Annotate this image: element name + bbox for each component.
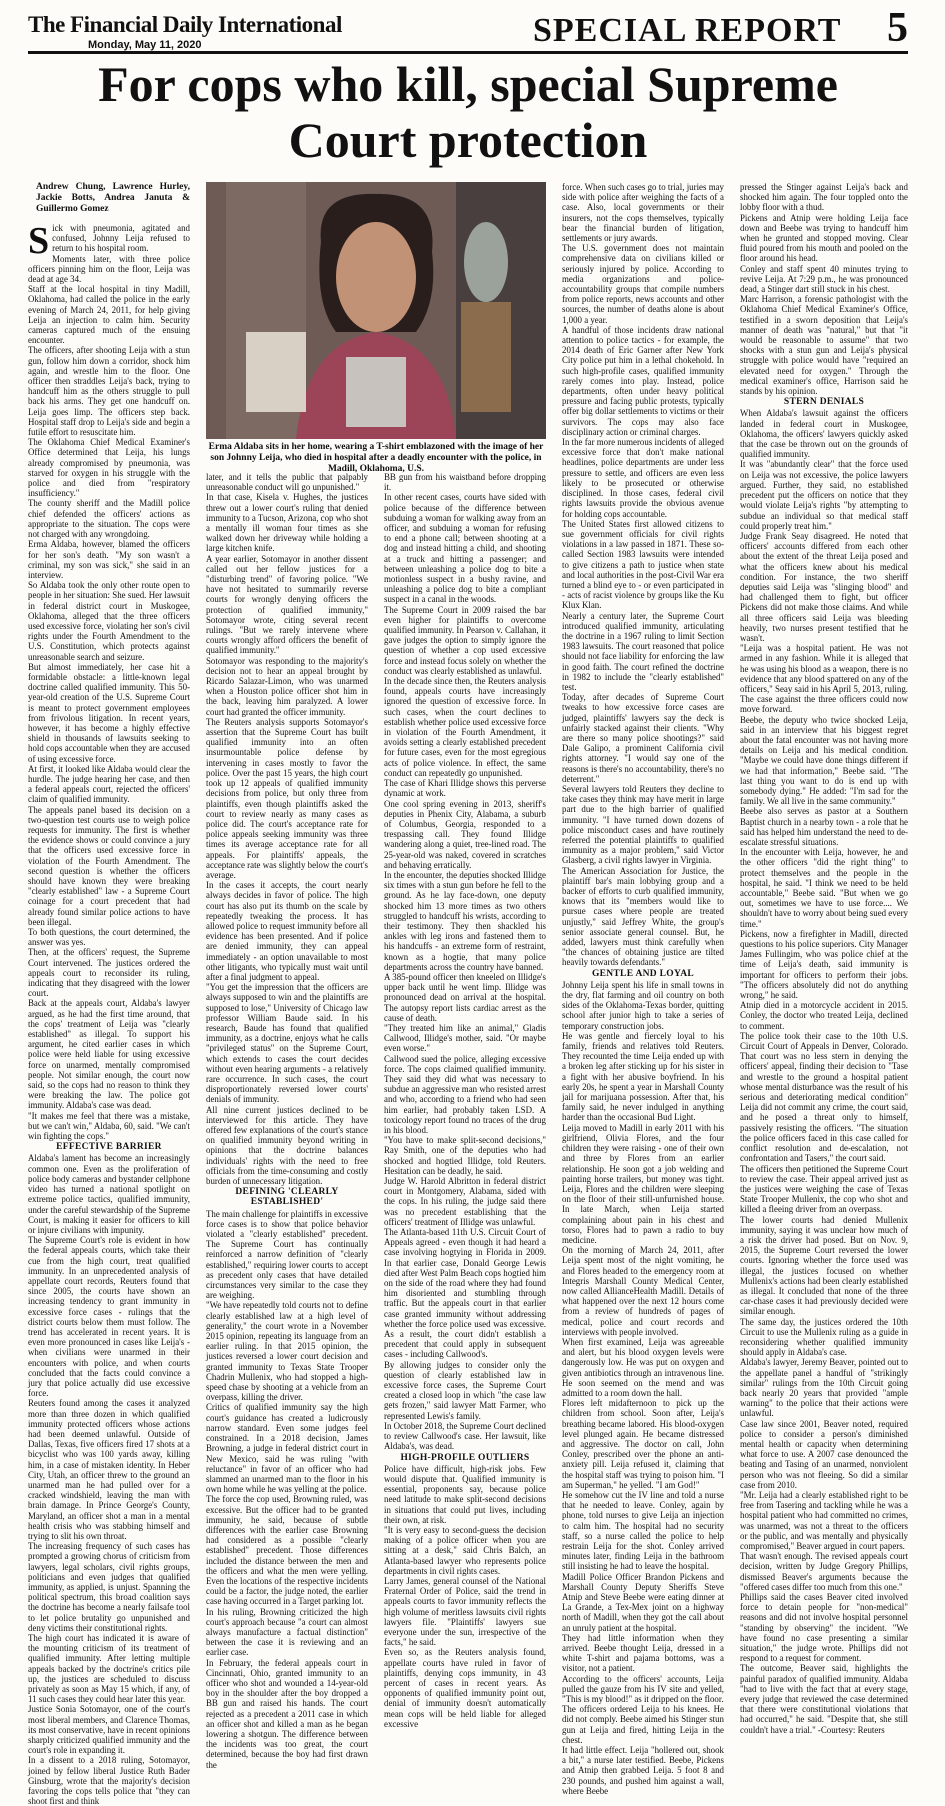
column-5 [740, 182, 908, 1735]
paragraph: BB gun from his waistband before dropping it. [384, 472, 546, 493]
paragraph: force. When such cases go to trial, juries may side with police after weighing the facts of a case. Also, local governments or their insurers, not the cops themselves, typically bear the financial burden of litigation, settlements or jury awards. [562, 182, 724, 244]
column-3-text [384, 472, 546, 1452]
paragraph: The officers, after shooting Leija with a stun gun, follow him down a corridor, shock him again, and wrestle him to the floor. One officer then straddles Leija's back, trying to handcuff him as the others struggle to pull back his arms. They get one handcuff on. Leija goes limp. The officers step back. Hospital staff drop to Leija's side and begin a futile effort to resuscitate him. [28, 345, 190, 438]
paragraph: Johnny Leija spent his life in small towns in the dry, flat farming and oil country on both sides of the Oklahoma-Texas border, quitting school after junior high to take a series of temporary construction jobs. [562, 979, 724, 1031]
paragraph: "It makes me feel that there was a mistake, but we can't win," Aldaba, 60, said. "We can't win fighting the cops." [28, 1110, 190, 1142]
paragraph: In the encounter, the deputies shocked Illidge six times with a stun gun before he fell to the ground. As he lay face-down, one deputy shocked him 13 more times as two others struggled to handcuff his wrists, according to their testimony. They then shackled his ankles with leg irons and fastened them to his handcuffs - an extreme form of restraint, known as a hogtie, that many police departments across the country have banned. [384, 869, 546, 972]
paragraph: One cool spring evening in 2013, sheriff's deputies in Phenix City, Alabama, a suburb of Columbus, Georgia, responded to a trespassing call. They found Illidge wandering along a quiet, tree-lined road. The 25-year-old was naked, covered in scratches and behaving erratically. [384, 798, 546, 870]
paragraph: In other recent cases, courts have sided with police because of the difference between subduing a woman for walking away from an officer, and subduing a woman for refusing to end a phone call; between shooting at a dog and instead hitting a child, and shooting at a truck and hitting a passenger; and between unleashing a police dog to bite a motionless suspect in a bushy ravine, and unleashing a police dog to bite a compliant suspect in a canal in the woods. [384, 492, 546, 605]
paragraph: Today, after decades of Supreme Court tweaks to how excessive force cases are judged, plaintiffs' lawyers say the deck is unfairly stacked against their clients. "Why are there so many police shootings?" said Dale Galipo, a prominent California civil rights attorney. "I would say one of the reasons is there's no accountability, there's no deterrent." [562, 692, 724, 784]
paragraph: The police took their case to the 10th U.S. Circuit Court of Appeals in Denver, Colorado. That court was no less stern in denying the officers' appeal, finding their decision to "Tase and wrestle to the ground a hospital patient whose mental disturbance was the result of his serious and deteriorating medical condition" Leija did not commit any crime, the court said, and he posed a threat only to himself, passively resisting the officers. "The situation the police officers faced in this case called for conflict resolution and de-escalation, not confrontation and Tasers," the court said. [740, 1030, 908, 1164]
paragraph: All nine current justices declined to be interviewed for this article. They have offered few explanations of the court's stance on qualified immunity beyond writing in opinions that the doctrine balances individuals' rights with the need to free officials from the time-consuming and costly burden of unnecessary litigation. [206, 1104, 368, 1187]
header-rule [28, 51, 908, 54]
paragraph: He somehow cut the IV line and told a nurse that he needed to leave. Conley, again by phone, told nurses to give Leija an injection to calm him. The hospital had no security staff, so a nurse called the police to help restrain Leija for the shot. Conley arrived minutes later, finding Leija in the bathroom still insisting he had to leave the hospital. [562, 1490, 724, 1572]
paragraph: The case of Khari Illidge shows this perverse dynamic at work. [384, 778, 546, 799]
paragraph: later, and it tells the public that palpably unreasonable conduct will go unpunished." [206, 472, 368, 493]
photo-caption: Erma Aldaba sits in her home, wearing a T-shirt emblazoned with the image of her son Johnny Leija, who died in hospital after a deadly encounter with the police, in Madill, Oklahoma, U.S. [208, 442, 544, 474]
paragraph: Conley and staff spent 40 minutes trying to revive Leija. At 7:29 p.m., he was pronounced dead, a Stinger dart still stuck in his chest. [740, 263, 908, 295]
paragraph: Back at the appeals court, Aldaba's lawyer argued, as he had the first time around, that the cops' treatment of Leija was "clearly established" as illegal. To support his argument, he cited earlier cases in which police were held liable for using excessive force on unarmed, mentally compromised people. Not similar enough, the court now said, so the cops had no reason to think they were breaking the law. The police got immunity. Aldaba's case was dead. [28, 998, 190, 1111]
paragraph: The same day, the justices ordered the 10th Circuit to use the Mullenix ruling as a guide in reconsidering whether qualified immunity should apply in Aldaba's case. [740, 1316, 908, 1358]
paragraph: "Leija was a hospital patient. He was not armed in any fashion. While it is alleged that he was using his blood as a weapon, there is no evidence that any blood spattered on any of the officers," Seay said in his April 5, 2013, ruling. The case against the three officers could now move forward. [740, 643, 908, 715]
paragraph: In October 2018, the Supreme Court declined to review Callwood's case. Her lawsuit, like Aldaba's, was dead. [384, 1420, 546, 1452]
column-4 [562, 182, 724, 1796]
paragraph: Leija moved to Madill in early 2011 with his girlfriend, Olivia Flores, and the four children they were raising - one of their own and three by Flores from an earlier relationship. He soon got a job welding and painting horse trailers, but money was tight. Leija, Flores and the children were sleeping on the floor of their still-unfurnished house. In late March, when Leija started complaining about pain in his chest and torso, Flores had to pawn a radio to buy medicine. [562, 1122, 724, 1245]
column-3-text-b [384, 1464, 546, 1729]
paragraph: When first examined, Leija was agreeable and alert, but his blood oxygen levels were dangerously low. He was put on oxygen and given antibiotics through an intravenous line. He soon seemed on the mend and was admitted to a room down the hall. [562, 1336, 724, 1398]
paragraph: By allowing judges to consider only the question of clearly established law in excessive force cases, the Supreme Court created a closed loop in which "the case law gets frozen," said lawyer Matt Farmer, who represented Lewis's family. [384, 1359, 546, 1421]
paragraph: "They treated him like an animal," Gladis Callwood, Illidge's mother, said. "Or maybe even worse." [384, 1022, 546, 1054]
lead-paragraph [28, 220, 190, 262]
paragraph: The Oklahoma Chief Medical Examiner's Office determined that Leija, his lungs already compromised by pneumonia, was starved for oxygen in his struggle with the police and died from "respiratory insufficiency." [28, 437, 190, 499]
lead-text: ick with pneumonia, agitated and confused, Johnny Leija refused to return to his hospital room. [52, 223, 190, 254]
paragraph: Even so, as the Reuters analysis found, appellate courts have ruled in favor of plaintiffs, denying cops immunity, in 43 percent of cases in recent years. As opponents of qualified immunity point out, denial of immunity doesn't automatically mean cops will be held liable for alleged excessive [384, 1647, 546, 1729]
paragraph: Police have difficult, high-risk jobs. Few would dispute that. Qualified immunity is essential, proponents say, because police need latitude to make split-second decisions in situations that could put lives, including their own, at risk. [384, 1463, 546, 1525]
article-photo [206, 182, 546, 439]
issue-date: Monday, May 11, 2020 [88, 39, 202, 51]
paragraph: Judge Frank Seay disagreed. He noted that officers' accounts differed from each other about the extent of the threat Leija posed and what the officers knew about his medical condition. For instance, the two sheriff deputies said Leija was "slinging blood" and had challenged them to fight, but officer Pickens did not make those claims. And while all three officers said Leija was bleeding heavily, two nurses present testified that he wasn't. [740, 530, 908, 643]
column-2 [206, 472, 368, 1770]
paragraph: Marc Harrison, a forensic pathologist with the Oklahoma Chief Medical Examiner's Office, testified in a sworn deposition that Leija's manner of death was "natural," but that "it would be reasonable to assume" that two shocks with a stun gun and Leija's physical struggle with police would have "required an elevated need for oxygen." Through the medical examiner's office, Harrison said he stands by his opinion. [740, 294, 908, 397]
paragraph: Flores left midafternoon to pick up the children from school. Soon after, Leija's breathing became labored. His blood-oxygen level plunged again. He became distressed and aggressive. The doctor on call, John Conley, prescribed over the phone an anti-anxiety pill. Leija refused it, claiming that the hospital staff was trying to poison him. "I am Superman," he yelled. "I am God!" [562, 1398, 724, 1490]
paragraph: But almost immediately, her case hit a formidable obstacle: a little-known legal doctrine called qualified immunity. This 50-year-old creation of the U.S. Supreme Court is meant to protect government employees from frivolous litigation. In recent years, however, it has become a highly effective shield in thousands of lawsuits seeking to hold cops accountable when they are accused of using excessive force. [28, 661, 190, 764]
paragraph: "Mr. Leija had a clearly established right to be free from Tasering and tackling while he was a hospital patient who had committed no crimes, was unarmed, was not a threat to the officers or the public, and was mentally and physically compromised," Beaver argued in court papers. [740, 1490, 908, 1552]
paragraph: The increasing frequency of such cases has prompted a growing chorus of criticism from lawyers, legal scholars, civil rights groups, politicians and even judges that qualified immunity, as applied, is unjust. Spanning the political spectrum, this broad coalition says the doctrine has become a nearly failsafe tool to let police brutality go unpunished and deny victims their constitutional rights. [28, 1541, 190, 1633]
paragraph: In the cases it accepts, the court nearly always decides in favor of police. The high court has also put its thumb on the scale by repeatedly tweaking the process. It has allowed police to request immunity before all evidence has been presented. And if police are denied immunity, they can appeal immediately - an option unavailable to most other litigants, who typically must wait until after a final judgment to appeal. [206, 880, 368, 982]
paragraph: The U.S. government does not maintain comprehensive data on civilians killed or seriously injured by police. According to media organizations and police-accountability groups that compile numbers from police reports, news accounts and other sources, the number of deaths alone is about 1,000 a year. [562, 243, 724, 325]
paragraph: Critics of qualified immunity say the high court's guidance has created a ludicrously narrow standard. Even some judges feel constrained. In a 2018 decision, James Browning, a judge in federal district court in New Mexico, said he was ruling "with reluctance" in favor of an officer who had slammed an unarmed man to the floor in his own home while he was yelling at the police. [206, 1402, 368, 1495]
paragraph: To both questions, the court determined, the answer was yes. [28, 927, 190, 948]
paragraph: In February, the federal appeals court in Cincinnati, Ohio, granted immunity to an officer who shot and wounded a 14-year-old boy in the shoulder after the boy dropped a BB gun and raised his hands. The court rejected as a precedent a 2011 case in which an officer shot and killed a man as he began lowering a shotgun. The difference between the incidents was too great, the court determined, because the boy had first drawn the [206, 1657, 368, 1770]
paragraph: The American Association for Justice, the plaintiff bar's main lobbying group and a backer of efforts to curb qualified immunity, knows that its "members would like to pursue cases where people are treated unjustly," said Jeffrey White, the group's senior associate general counsel. But, he added, lawyers must think carefully when "the chances of obtaining justice are tilted heavily towards defendants." [562, 865, 724, 968]
subhead-gentle-and-loyal: GENTLE AND LOYAL [591, 968, 695, 979]
paragraph: The officers ordered Leija to his knees. He did not comply. Beebe aimed his Stinger stun gun at Leija and fired, hitting Leija in the chest. [562, 1704, 724, 1745]
paragraph: "We have repeatedly told courts not to define clearly established law at a high level of generality," the court wrote in a November 2015 opinion, repeating its language from an earlier ruling. In that 2015 opinion, the justices reversed a lower court decision and granted immunity to Texas State Trooper Chadrin Mullenix, who had stopped a high-speed chase by shooting at a vehicle from an overpass, killing the driver. [206, 1300, 368, 1403]
paragraph: A handful of those incidents draw national attention to police tactics - for example, the 2014 death of Eric Garner after New York City police put him in a lethal chokehold. In such high-profile cases, qualified immunity rarely comes into play. Instead, police departments, often under heavy political pressure and facing public protests, typically offer big dollar settlements to victims or their survivors. The cops may also face disciplinary action or criminal charges. [562, 324, 724, 437]
drop-cap: S [28, 220, 50, 262]
paragraph: Reuters found among the cases it analyzed more than three dozen in which qualified immunity protected officers whose actions had been deemed unlawful. Outside of Dallas, Texas, five officers fired 17 shots at a bicyclist who was 100 yards away, killing him, in a case of mistaken identity. In Heber City, Utah, an officer threw to the ground an unarmed man he had pulled over for a cracked windshield, leaving the man with brain damage. In Prince George's County, Maryland, an officer shot a man in a mental health crisis who was stabbing himself and trying to slit his own throat. [28, 1398, 190, 1541]
article-body [28, 182, 908, 1806]
paragraph: Sotomayor was responding to the majority's decision not to hear an appeal brought by Ricardo Salazar-Limon, who was unarmed when a Houston police officer shot him in the back, leaving him paralyzed. A lower court had granted the officer immunity. [206, 655, 368, 717]
paragraph: Staff at the local hospital in tiny Madill, Oklahoma, had called the police in the early evening of March 24, 2011, for help giving Leija an injection to calm him. Security cameras captured much of the ensuing encounter. [28, 284, 190, 346]
paragraph: In the encounter with Leija, however, he and the other officers "did the right thing" to protect themselves and the people in the hospital, he said. "I think we need to be held accountable," Beebe said. "But when we go out, sometimes we have to use force.... We shouldn't have to worry about being sued every time." [740, 847, 908, 929]
paragraph: Atnip died in a motorcycle accident in 2015. Conley, the doctor who treated Leija, declined to comment. [740, 1000, 908, 1031]
subhead-effective-barrier: EFFECTIVE BARRIER [56, 1142, 162, 1153]
headline: For cops who kill, special Supreme Court protection [98, 56, 838, 168]
column-3 [384, 472, 546, 1729]
paragraph: The United States first allowed citizens to sue government officials for civil rights violations in a law passed in 1871. These so-called Section 1983 lawsuits were intended to give citizens a path to justice when state and local authorities in the post-Civil War era turned a blind eye to - or even participated in - acts of racist violence by groups like the Ku Klux Klan. [562, 518, 724, 611]
paragraph: Erma Aldaba, however, blamed the officers for her son's death. "My son wasn't a criminal, my son was sick," she said in an interview. [28, 539, 190, 580]
subhead-stern-denials: STERN DENIALS [783, 397, 865, 408]
paragraph: Aldaba's lawyer, Jeremy Beaver, pointed out to the appellate panel a handful of "strikingly similar" rulings from the 10th Circuit going back nearly 20 years that provided "ample warning" to the police that their actions were unlawful. [740, 1357, 908, 1419]
column-2-text [206, 472, 368, 1186]
paragraph: Several lawyers told Reuters they decline to take cases they think may have merit in large part due to the high barrier of qualified immunity. "I have turned down dozens of police misconduct cases and have routinely referred the potential plaintiffs to qualified immunity as a major problem," said Victor Glasberg, a civil rights lawyer in Virginia. [562, 783, 724, 866]
paragraph: Phillips said the cases Beaver cited involved force to detain people for "non-medical" reasons and did not involve hospital personnel "standing by observing" the incident. "We have found no case presenting a similar situation," the judge wrote. Phillips did not respond to a request for comment. [740, 1592, 908, 1664]
paragraph: The main challenge for plaintiffs in excessive force cases is to show that police behavior violated a "clearly established" precedent. The Supreme Court has continually reinforced a narrow definition of "clearly established," requiring lower courts to accept as precedent only cases that have detailed circumstances very similar to the case they are weighing. [206, 1208, 368, 1301]
masthead [28, 5, 908, 54]
paragraph: The Atlanta-based 11th U.S. Circuit Court of Appeals agreed - even though it had heard a case involving hogtying in Florida in 2009. In that earlier case, Donald George Lewis died after West Palm Beach cops hogtied him on the side of the road where they had found him disoriented and stumbling through traffic. But the appeals court in that earlier case granted immunity without addressing whether the force police used was excessive. As a result, the court didn't establish a precedent that could apply in subsequent cases - including Callwood's. [384, 1227, 546, 1360]
paragraph: Case law since 2001, Beaver noted, required police to consider a person's diminished mental health or capacity when determining what force to use. A 2007 case denounced the beating and Tasing of an unarmed, nonviolent person who was not fleeing. So did a similar case from 2010. [740, 1418, 908, 1490]
photo-illustration [206, 182, 546, 439]
column-1-text-b [28, 1153, 190, 1806]
paragraph: The force the cop used, Browning ruled, was excessive. But the officer had to be granted immunity, he said, because of subtle differences with the earlier case Browning had considered as a possible "clearly established" precedent. Those differences included the distance between the men and the officers and what the men were yelling. Even the locations of the respective incidents could be a factor, the judge noted, the earlier case having occurred in a Target parking lot. [206, 1494, 368, 1607]
column-1 [28, 182, 190, 1806]
paragraph: The appeals panel based its decision on a two-question test courts use to weigh police requests for immunity. The first is whether the evidence shows or could convince a jury that the officers used excessive force in violation of the Fourth Amendment. The second question is whether the officers should have known they were breaking "clearly established" law - a Supreme Court coinage for a court precedent that had already found similar police actions to have been illegal. [28, 804, 190, 927]
byline: Andrew Chung, Lawrence Hurley, Jackie Botts, Andrea Januta & Guillermo Gomez [36, 182, 190, 214]
column-4-text [562, 182, 724, 968]
paragraph: Moments later, with three police officers pinning him on the floor, Leija was dead at age 34. [28, 253, 190, 285]
paragraph: When Aldaba's lawsuit against the officers landed in federal court in Muskogee, Oklahoma, the officers' lawyers quickly asked that the case be thrown out on the grounds of qualified immunity. [740, 408, 908, 460]
paragraph: "You get the impression that the officers are always supposed to win and the plaintiffs are supposed to lose," University of Chicago law professor William Baude said. In his research, Baude has found that qualified immunity, as a doctrine, enjoys what he calls "privileged status" on the Supreme Court, which extends to cases the court decides without even hearing arguments - a relatively rare occurrence. In such cases, the court disproportionately reversed lower courts' denials of immunity. [206, 982, 368, 1105]
paragraph: A 385-pound officer then kneeled on Illidge's upper back until he went limp. Illidge was pronounced dead on arrival at the hospital. The autopsy report lists cardiac arrest as the cause of death. [384, 971, 546, 1023]
paragraph: The outcome, Beaver said, highlights the painful paradox of qualified immunity. Aldaba "had to live with the fact that at every stage, every judge that reviewed the case determined that there were constitutional violations that had occurred," he said. "Despite that, she still couldn't have a trial." -Courtesy: Reuters [740, 1663, 908, 1735]
paragraph: Pickens and Atnip were holding Leija face down and Beebe was trying to handcuff him when he grunted and stopped moving. Clear fluid poured from his mouth and pooled on the floor around his head. [740, 212, 908, 264]
paragraph: It was "abundantly clear" that the force used on Leija was not excessive, the police lawyers argued. Further, they said, no established precedent put the officers on notice that they would violate Leija's rights "by attempting to subdue an individual so that medical staff could properly treat him." [740, 459, 908, 531]
subhead-clearly-established: DEFINING 'CLEARLY ESTABLISHED' [235, 1187, 339, 1208]
paragraph: The lower courts had denied Mullenix immunity, saying it was unclear how much of a risk the driver had posed. But on Nov. 9, 2015, the Supreme Court reversed the lower courts. Ignoring whether the force used was illegal, the justices focused on whether Mullenix's actions had been clearly established as illegal. It concluded that none of the three car-chase cases it had previously decided were similar enough. [740, 1214, 908, 1317]
paragraph: According to the officers' accounts, Leija pulled the gauze from his IV site and yelled, "This is my blood!" as it dripped on the floor. [562, 1673, 724, 1705]
subhead-high-profile: HIGH-PROFILE OUTLIERS [400, 1452, 530, 1463]
column-4-text-b [562, 980, 724, 1796]
paragraph: The Reuters analysis supports Sotomayor's assertion that the Supreme Court has built qualified immunity into an often insurmountable police defense by intervening in cases mostly to favor the police. Over the past 15 years, the high court took up 12 appeals of qualified immunity decisions from police, but only three from plaintiffs, even though plaintiffs asked the court to review nearly as many cases as police did. The court's acceptance rate for police appeals seeking immunity was three times its average acceptance rate for all appeals. For plaintiffs' appeals, the acceptance rate was slightly below the court's average. [206, 716, 368, 880]
paragraph: The high court has indicated it is aware of the mounting criticism of its treatment of qualified immunity. After letting multiple appeals backed by the doctrine's critics pile up, the justices are scheduled to discuss privately as soon as May 15 which, if any, of 11 such cases they could hear later this year. [28, 1633, 190, 1705]
paragraph: Aldaba's lament has become an increasingly common one. Even as the proliferation of police body cameras and bystander cellphone video has turned a national spotlight on extreme police tactics, qualified immunity, under the careful stewardship of the Supreme Court, is making it easier for officers to kill or injure civilians with impunity. [28, 1153, 190, 1235]
paragraph: Nearly a century later, the Supreme Court introduced qualified immunity, articulating the doctrine in a 1967 ruling to limit Section 1983 lawsuits. The court reasoned that police should not face liability for enforcing the law in good faith. The court refined the doctrine in 1982 to include the "clearly established" test. [562, 610, 724, 692]
paragraph: In the far more numerous incidents of alleged excessive force that don't make national headlines, police departments are under less pressure to settle, and officers are even less likely to be prosecuted or otherwise disciplined. In those cases, federal civil rights lawsuits provide the obvious avenue for holding cops accountable. [562, 437, 724, 519]
paragraph: Beebe, the deputy who twice shocked Leija, said in an interview that his biggest regret about the fatal encounter was not having more details on Leija and his medical condition. "Maybe we could have done things different if we had that information," Beebe said. "The last thing you want to do is end up with somebody dying." He added: "I'm sad for the family. We all live in the same community." [740, 714, 908, 807]
column-2-text-b [206, 1209, 368, 1770]
page-number: 5 [887, 5, 908, 51]
section-title: SPECIAL REPORT [533, 12, 842, 49]
column-5-text-b [740, 408, 908, 1734]
paragraph: At first, it looked like Aldaba would clear the hurdle. The judge hearing her case, and then a federal appeals court, rejected the officers' claim of qualified immunity. [28, 763, 190, 805]
paragraph: They had little information when they arrived. Beebe thought Leija, dressed in a white T-shirt and pajama bottoms, was a visitor, not a patient. [562, 1632, 724, 1674]
paragraph: Larry James, general counsel of the National Fraternal Order of Police, said the trend in appeals courts to favor immunity reflects the high volume of meritless lawsuits civil rights lawyers file. "Plaintiffs' lawyers sue everyone under the sun, irrespective of the facts," he said. [384, 1575, 546, 1648]
paragraph: The officers then petitioned the Supreme Court to review the case. Their appeal arrived just as the justices were weighing the case of Texas State Trooper Mullenix, the cop who shot and killed a fleeing driver from an overpass. [740, 1163, 908, 1215]
paragraph: In the decade since then, the Reuters analysis found, appeals courts have increasingly ignored the question of excessive force. In such cases, when the court declines to establish whether police used excessive force in violation of the Fourth Amendment, it avoids setting a clearly established precedent for future cases, even for the most egregious acts of police violence. In effect, the same conduct can repeatedly go unpunished. [384, 676, 546, 778]
paragraph: In a dissent to a 2018 ruling, Sotomayor, joined by fellow liberal Justice Ruth Bader Ginsburg, wrote that the majority's decision favoring the cops tells police that "they can shoot first and think [28, 1755, 190, 1806]
paragraph: pressed the Stinger against Leija's back and shocked him again. The four toppled onto the lobby floor with a thud. [740, 182, 908, 213]
paragraph: Callwood sued the police, alleging excessive force. The cops claimed qualified immunity. They said they did what was necessary to subdue an aggressive man who resisted arrest and who, according to a friend who had seen him earlier, had probably taken LSD. A toxicology report found no traces of the drug in his blood. [384, 1053, 546, 1135]
paragraph: A year earlier, Sotomayor in another dissent called out her fellow justices for a "disturbing trend" of favoring police. "We have not hesitated to summarily reverse courts for wrongly denying officers the protection of qualified immunity," Sotomayor wrote, citing several recent rulings. "But we rarely intervene where courts wrongly afford officers the benefit of qualified immunity." [206, 553, 368, 656]
paragraph: Judge W. Harold Albritton in federal district court in Montgomery, Alabama, sided with the cops. In his ruling, the judge said there was no precedent establishing that the officers' treatment of Illidge was unlawful. [384, 1176, 546, 1227]
paragraph: On the morning of March 24, 2011, after Leija spent most of the night vomiting, he and Flores headed to the emergency room at Integris Marshall County Medical Center, now called AllianceHealth Madill. Details of what happened over the next 12 hours come from a review of hundreds of pages of medical, police and court records and interviews with people involved. [562, 1245, 724, 1337]
newspaper-name: The Financial Daily International [28, 12, 342, 37]
paragraph: "You have to make split-second decisions," Ray Smith, one of the deputies who had shocked and hogtied Illidge, told Reuters. Hesitation can be deadly, he said. [384, 1135, 546, 1176]
paragraph: Then, at the officers' request, the Supreme Court intervened. The justices ordered the appeals court to reconsider its ruling, indicating that they disagreed with the lower court. [28, 947, 190, 999]
paragraph: "It is very easy to second-guess the decision making of a police officer when you are sitting at a desk," said Chris Balch, an Atlanta-based lawyer who represents police departments in civil rights cases. [384, 1524, 546, 1576]
paragraph: He was gentle and fiercely loyal to his family, friends and relatives told Reuters. They recounted the time Leija ended up with a broken leg after sticking up for his sister in a fight with her abusive boyfriend. In his early 20s, he spent a year in Marshall County jail for marijuana possession. After that, his family said, he never indulged in anything harder than the occasional Bud Light. [562, 1030, 724, 1123]
paragraph: That wasn't enough. The revised appeals court decision, written by Judge Gregory Phillips, dismissed Beaver's arguments because the "offered cases differ too much from this one." [740, 1551, 908, 1592]
paragraph: Justice Sonia Sotomayor, one of the court's most liberal members, and Clarence Thomas, its most conservative, have in recent opinions sharply criticized qualified immunity and the court's role in expanding it. [28, 1704, 190, 1756]
paragraph: In his ruling, Browning criticized the high court's approach because "a court can almost always manufacture a factual distinction" between the case it is reviewing and an earlier case. [206, 1606, 368, 1658]
column-5-text [740, 182, 908, 396]
paragraph: Madill Police Officer Brandon Pickens and Marshall County Deputy Sheriffs Steve Atnip and Steve Beebe were eating dinner at La Grande, a Tex-Mex joint on a highway north of Madill, when they got the call about an unruly patient at the hospital. [562, 1571, 724, 1633]
paragraph: Beebe also serves as pastor at a Southern Baptist church in a nearby town - a role that he said has helped him understand the need to de-escalate stressful situations. [740, 806, 908, 847]
paragraph: The Supreme Court's role is evident in how the federal appeals courts, which take their cue from the high court, treat qualified immunity. In an unprecedented analysis of appellate court records, Reuters found that since 2005, the courts have shown an increasing tendency to grant immunity in excessive force cases - rulings that the district courts below them must follow. The trend has accelerated in recent years. It is even more pronounced in cases like Leija's - when civilians were unarmed in their encounters with police, and when courts concluded that the facts could convince a jury that police actually did use excessive force. [28, 1235, 190, 1399]
paragraph: It had little effect. Leija "hollered out, shook a bit," a nurse later testified. Beebe, Pickens and Atnip then grabbed Leija. 5 foot 8 and 230 pounds, and pushed him against a wall, where Beebe [562, 1745, 724, 1796]
paragraph: Pickens, now a firefighter in Madill, directed questions to his police superiors. City Manager James Fullingim, who was police chief at the time of Leija's death, said immunity is important for officers to perform their jobs. "The officers absolutely did not do anything wrong," he said. [740, 928, 908, 1001]
paragraph: So Aldaba took the only other route open to people in her situation: She sued. Her lawsuit in federal district court in Muskogee, Oklahoma, alleged that the three officers used excessive force, violating her son's civil rights under the Fourth Amendment to the U.S. Constitution, which protects against unreasonable search and seizure. [28, 580, 190, 662]
paragraph: In that case, Kisela v. Hughes, the justices threw out a lower court's ruling that denied immunity to a Tucson, Arizona, cop who shot a mentally ill woman four times as she walked down her driveway while holding a large kitchen knife. [206, 492, 368, 554]
paragraph: The county sheriff and the Madill police chief defended the officers' actions as appropriate to the situation. The cops were not charged with any wrongdoing. [28, 498, 190, 540]
column-1-text [28, 254, 190, 1142]
paragraph: The Supreme Court in 2009 raised the bar even higher for plaintiffs to overcome qualified immunity. In Pearson v. Callahan, it gave judges the option to simply ignore the question of whether a cop used excessive force and instead focus solely on whether the conduct was clearly established as unlawful. [384, 604, 546, 676]
